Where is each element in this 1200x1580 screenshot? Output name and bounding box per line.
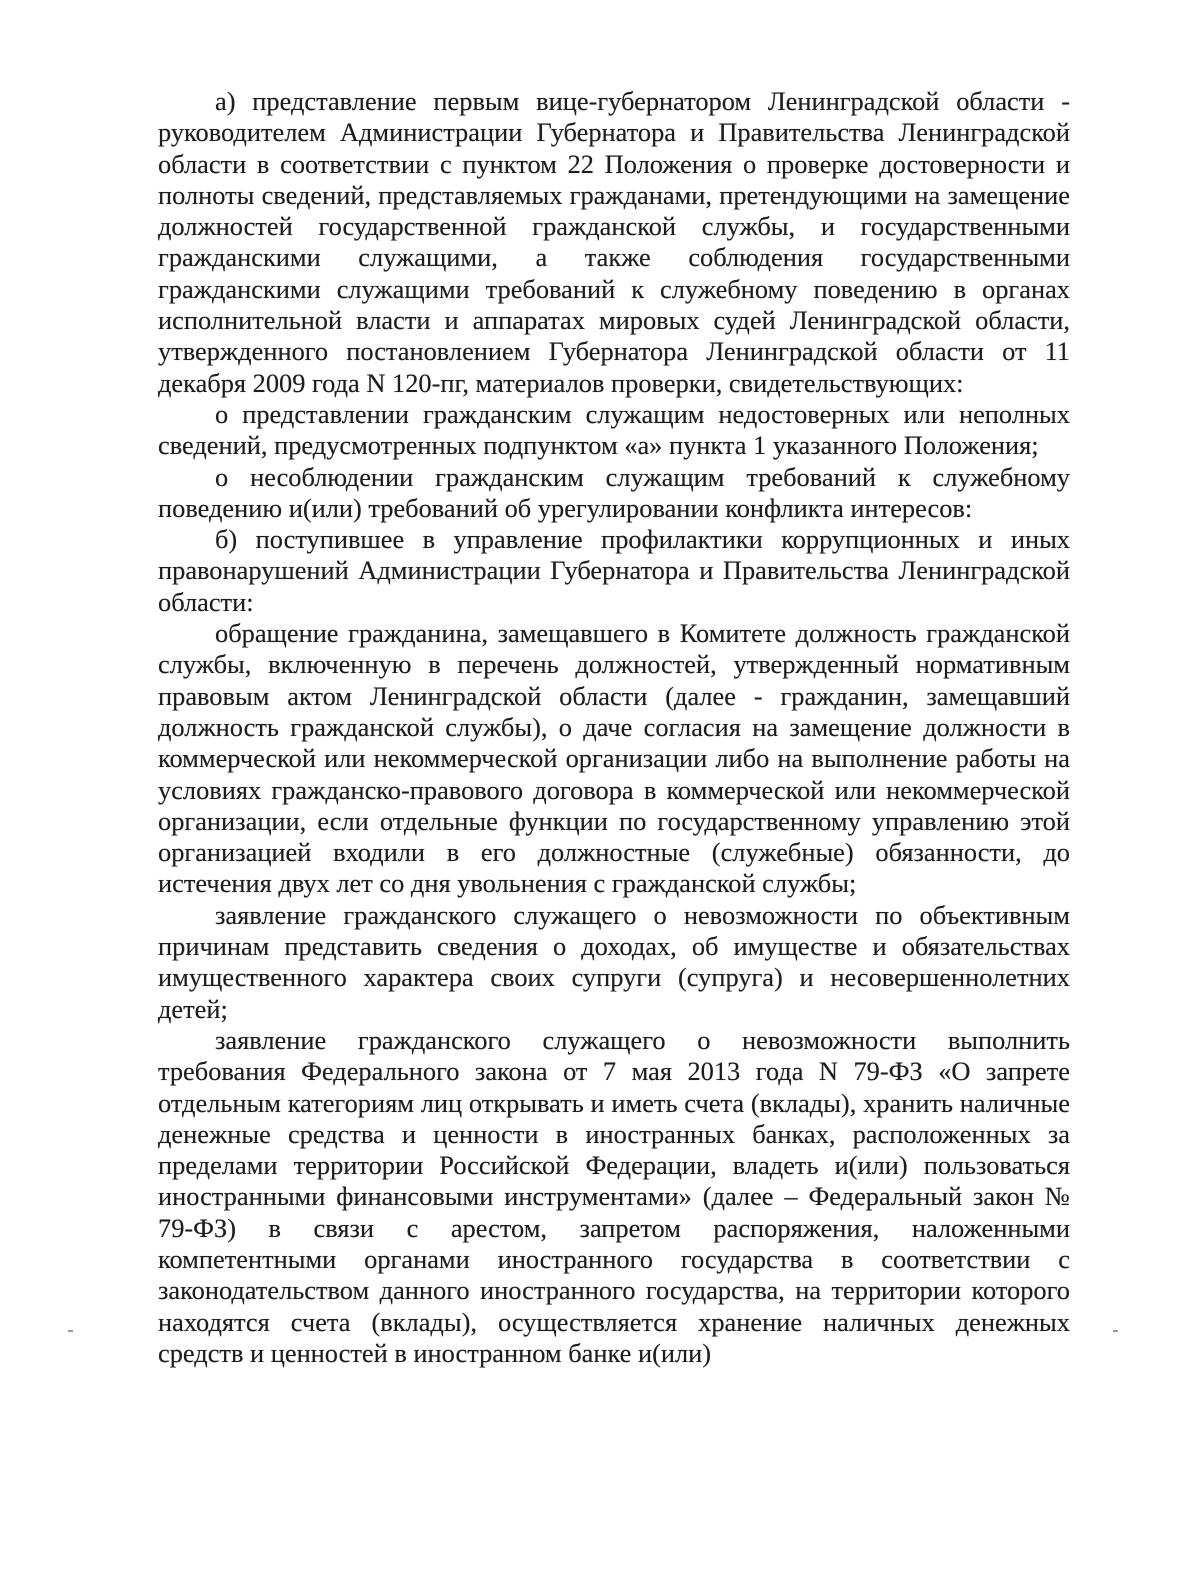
- scan-edge-mark-left: [68, 1330, 73, 1332]
- paragraph-citizen-appeal: обращение гражданина, замещавшего в Комитете должность гражданской службы, включенную в перечень должностей, утвержденный нормативным правовым актом Ленинградской области (далее - гражданин, замещавший должность гражданской службы), о даче согласия на замещение должности в коммерческой или некоммерческой организации либо на выполнение работы на условиях гражданско-правового договора в коммерческой или некоммерческой организации, если отдельные функции по государственному управлению этой организацией входили в его должностные (служебные) обязанности, до истечения двух лет со дня увольнения с гражданской службы;: [158, 618, 1070, 899]
- paragraph-conduct-violation: о несоблюдении гражданским служащим требований к служебному поведению и(или) требований об урегулировании конфликта интересов:: [158, 461, 1070, 523]
- document-body: [158, 86, 1070, 1369]
- scan-edge-mark-right: [1113, 1330, 1118, 1332]
- paragraph-income-statement: заявление гражданского служащего о невозможности по объективным причинам представить сведения о доходах, об имуществе и обязательствах имущественного характера своих супруги (супруга) и несовершеннолетних детей;: [158, 899, 1070, 1024]
- paragraph-b-received: б) поступившее в управление профилактики коррупционных и иных правонарушений Администрации Губернатора и Правительства Ленинградской области:: [158, 524, 1070, 617]
- paragraph-foreign-accounts: заявление гражданского служащего о невозможности выполнить требования Федерального закона от 7 мая 2013 года N 79-ФЗ «О запрете отдельным категориям лиц открывать и иметь счета (вклады), хранить наличные денежные средства и ценности в иностранных банках, расположенных за пределами территории Российской Федерации, владеть и(или) пользоваться иностранными финансовыми инструментами» (далее – Федеральный закон № 79-ФЗ) в связи с арестом, запретом распоряжения, наложенными компетентными органами иностранного государства в соответствии с законодательством данного иностранного государства, на территории которого находятся счета (вклады), осуществляется хранение наличных денежных средств и ценностей в иностранном банке и(или): [158, 1024, 1070, 1368]
- paragraph-inaccurate-info: о представлении гражданским служащим недостоверных или неполных сведений, предусмотренных подпунктом «а» пункта 1 указанного Положения;: [158, 398, 1070, 461]
- paragraph-a-submission: а) представление первым вице-губернатором Ленинградской области - руководителем Администрации Губернатора и Правительства Ленинградской области в соответствии с пунктом 22 Положения о проверке достоверности и полноты сведений, представляемых гражданами, претендующими на замещение должностей государственной гражданской службы, и государственными гражданскими служащими, а также соблюдения государственными гражданскими служащими требований к служебному поведению в органах исполнительной власти и аппаратах мировых судей Ленинградской области, утвержденного постановлением Губернатора Ленинградской области от 11 декабря 2009 года N 120-пг, материалов проверки, свидетельствующих:: [158, 86, 1070, 398]
